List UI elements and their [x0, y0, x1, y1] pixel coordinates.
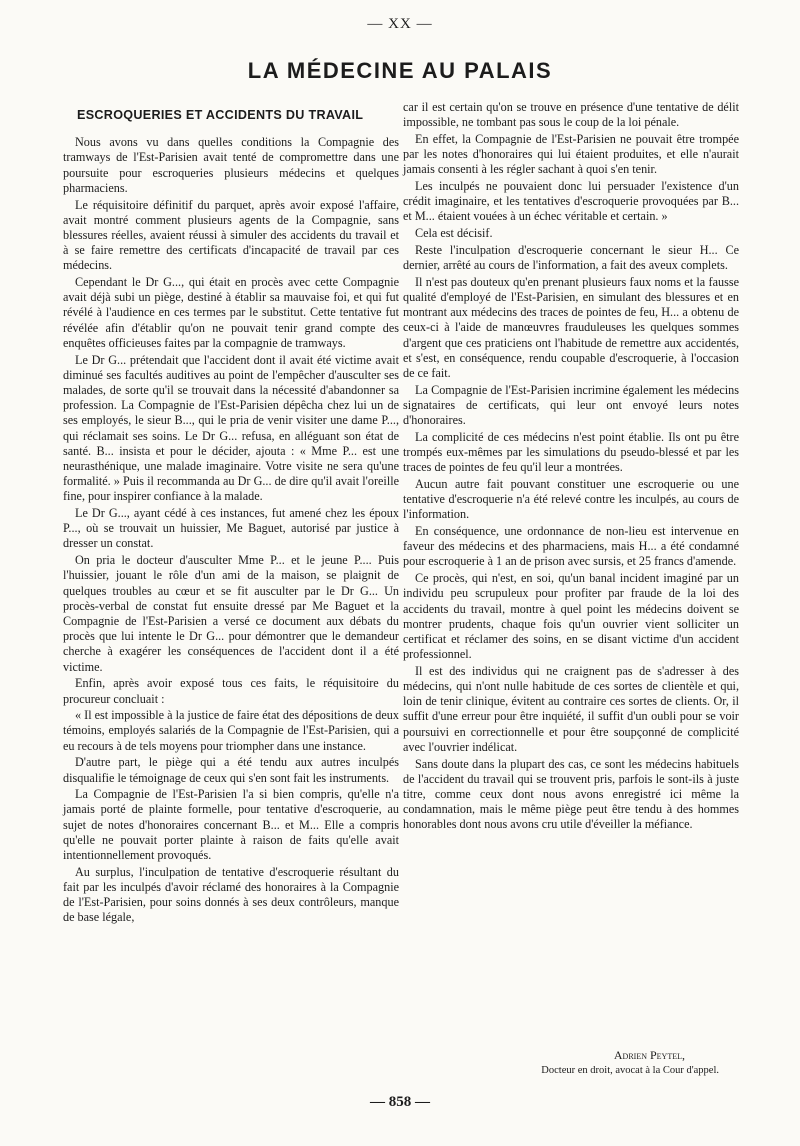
paragraph: Il est des individus qui ne craignent pas de s'adresser à des médecins, qui n'ont nulle habitude de ces sortes de clientèle et qui, loin de tenir clinique, évitent au contraire ces sortes de clients. Or, il suffit d'une erreur pour être inquiété, il suffit d'un oubli pour se voir poursuivi en correctionnelle et pour être soupçonné de complicité avec l'ouvrier indélicat.: [403, 663, 739, 754]
paragraph: Les inculpés ne pouvaient donc lui persuader l'existence d'un crédit imaginaire, et les tentatives d'escroquerie provoquées par B... et M... étaient vouées à un échec véritable et certain. »: [403, 179, 739, 224]
paragraph: Sans doute dans la plupart des cas, ce sont les médecins habituels de l'accident du travail qui se trouvent pris, parfois le sont-ils à juste titre, comme ceux dont nous avons enregistré ici même la condamnation, mais le même piège peut être tendu à des hommes honorables dont nous avons cru utile d'éveiller la méfiance.: [403, 756, 739, 832]
page-title: LA MÉDECINE AU PALAIS: [247, 58, 553, 83]
paragraph: Nous avons vu dans quelles conditions la Compagnie des tramways de l'Est-Parisien avait tenté de compromettre dans une poursuite pour escroqueries plusieurs médecins et quelques pharmaciens.: [63, 135, 399, 195]
paragraph: Au surplus, l'inculpation de tentative d'escroquerie résultant du fait par les inculpés d'avoir réclamé des honoraires à la Compagnie de l'Est-Parisien, pour soins donnés à ses deux contrôleurs, manque de base légale,: [63, 864, 399, 925]
author-name: Adrien Peytel,: [613, 1048, 685, 1062]
author-title: Docteur en droit, avocat à la Cour d'appel.: [541, 1065, 719, 1076]
paragraph: Cependant le Dr G..., qui était en procès avec cette Compagnie avait déjà subi un piège, destiné à établir sa mauvaise foi, et qui fut révélé à l'audience en ces termes par le substitut. Cette tentative fut révélée afin d'établir qu'on ne pouvait tenir grand compte des enquêtes officieuses faites par la compagnie de tramways.: [63, 275, 399, 350]
author-signature: [403, 1048, 739, 1078]
paragraph: Le Dr G..., ayant cédé à ces instances, fut amené chez les époux P..., où se trouvait un huissier, Me Baguet, autorisé par justice à dresser un constat.: [63, 506, 399, 551]
paragraph: Reste l'inculpation d'escroquerie concernant le sieur H... Ce dernier, arrêté au cours de l'information, a fait des aveux complets.: [403, 242, 739, 273]
paragraph: La complicité de ces médecins n'est point établie. Ils ont pu être trompés eux-mêmes par les simulations du pseudo-blessé et par les traces de pointes de feu qu'il leur a montrées.: [403, 429, 739, 475]
article-heading: ESCROQUERIES ET ACCIDENTS DU TRAVAIL: [77, 108, 364, 122]
paragraph: Le réquisitoire définitif du parquet, après avoir exposé l'affaire, avait montré comment plusieurs agents de la Compagnie, sans blessures réelles, avaient réussi à simuler des accidents du travail et à se faire remettre des certificats d'incapacité de travail par ces médecins.: [63, 197, 399, 273]
paragraph: On pria le docteur d'ausculter Mme P... et le jeune P.... Puis l'huissier, jouant le rôle d'un ami de la maison, se plaignit de quelques troubles au cœur et se fit ausculter par le Dr G... Un procès-verbal de constat fut ensuite dressé par Me Baguet et la Compagnie de l'Est-Parisien a versé ce document aux débats du procès que lui intente le Dr G... pour démontrer que le demandeur cherche à exagérer les conséquences de l'accident dont il a été victime.: [63, 553, 399, 674]
paragraph: « Il est impossible à la justice de faire état des dépositions de deux témoins, employés salariés de la Compagnie de l'Est-Parisien, qui a eu recours à de tels moyens pour triompher dans une instance.: [63, 708, 399, 753]
paragraph: Aucun autre fait pouvant constituer une escroquerie ou une tentative d'escroquerie n'a été relevé contre les inculpés, au cours de l'information.: [403, 476, 739, 522]
paragraph: La Compagnie de l'Est-Parisien incrimine également les médecins signataires de certificats, qui leur ont envoyé leurs notes d'honoraires.: [403, 382, 739, 428]
paragraph: En effet, la Compagnie de l'Est-Parisien ne pouvait être trompée par les notes d'honoraires qui lui étaient produites, et elle n'aurait jamais consenti à les régler sachant à quoi s'en tenir.: [403, 131, 739, 177]
paragraph: En conséquence, une ordonnance de non-lieu est intervenue en faveur des médecins et des pharmaciens, mais H... a été condamné pour escroquerie à 1 an de prison avec sursis, et 25 francs d'amende.: [403, 523, 739, 569]
paragraph-continuation: car il est certain qu'on se trouve en présence d'une tentative de délit impossible, ne tombant pas sous le coup de la loi pénale.: [403, 100, 739, 130]
paragraph: La Compagnie de l'Est-Parisien l'a si bien compris, qu'elle n'a jamais porté de plainte formelle, pour tentative d'escroquerie, au sujet de notes d'honoraires concernant B... et M... Elle a compris qu'elle ne pouvait porter plainte à raison de faits qu'elle avait intentionnellement provoqués.: [63, 787, 399, 863]
paragraph: Enfin, après avoir exposé tous ces faits, le réquisitoire du procureur concluait :: [63, 676, 399, 706]
paragraph: Il n'est pas douteux qu'en prenant plusieurs faux noms et la fausse qualité d'employé de l'Est-Parisien, en simulant des blessures et en montrant aux médecins des traces de pointes de feu, H... a obtenu de ceux-ci à l'aide de manœuvres frauduleuses les quelques sommes d'argent que ces praticiens ont l'habitude de remettre aux accidentés, et s'est, en conséquence, rendu coupable d'escroquerie, à l'occasion de ce fait.: [403, 274, 739, 380]
left-column: [63, 100, 399, 927]
paragraph: D'autre part, le piège qui a été tendu aux autres inculpés disqualifie le témoignage de ceux qui s'en sont fait les instruments.: [63, 755, 399, 785]
page-number: — 858 —: [370, 1094, 430, 1110]
paragraph: Ce procès, qui n'est, en soi, qu'un banal incident imaginé par un individu peu scrupuleux pour profiter par fraude de la loi des accidents du travail, montre à quel point les médecins doivent se montrer prudents, chaque fois qu'un ouvrier vient solliciter un certificat et réclamer des soins, en se disant victime d'un accident professionnel.: [403, 571, 739, 662]
right-column: [403, 100, 739, 834]
paragraph: Cela est décisif.: [415, 226, 493, 241]
top-folio: — XX —: [367, 16, 433, 32]
paragraph: Le Dr G... prétendait que l'accident dont il avait été victime avait diminué ses facultés auditives au point de l'empêcher d'ausculter ses malades, de sorte qu'il se trouvait dans la nécessité d'abandonner sa profession. La Compagnie de l'Est-Parisien dépêcha chez lui un de ses employés, le sieur B..., qui le pria de venir visiter une dame P..., qui réclamait ses soins. Le Dr G... refusa, en alléguant son état de santé. B... insista et pour le décider, ajouta : « Mme P... est une neurasthénique, une malade imaginaire. Votre visite ne sera qu'une formalité. » Puis il recommanda au Dr G... de dire qu'il avait l'oreille fine, pour inspirer confiance à la malade.: [63, 352, 399, 504]
